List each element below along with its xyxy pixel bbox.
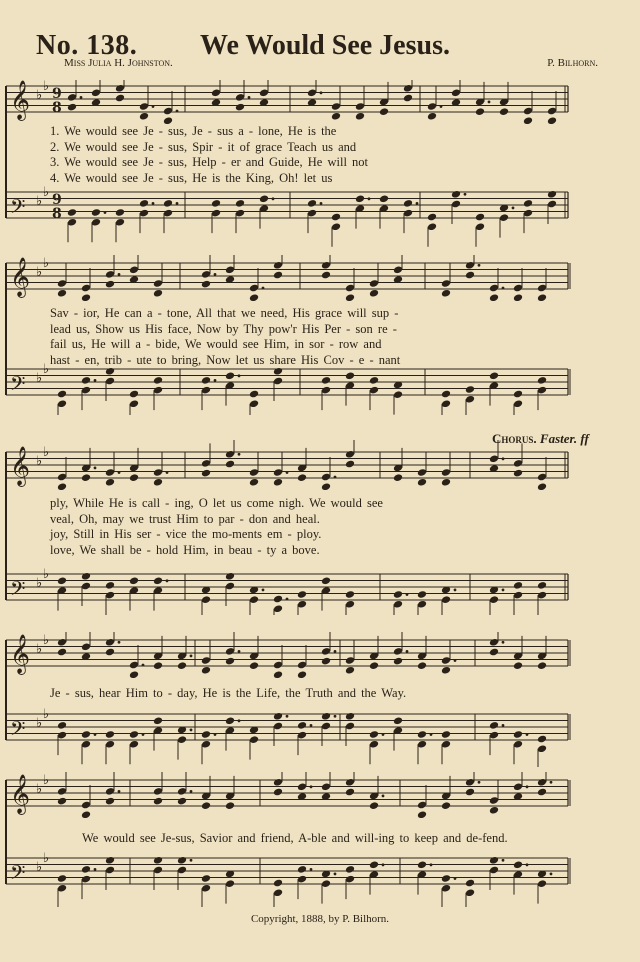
svg-text:♭: ♭	[36, 782, 43, 797]
svg-text:8: 8	[52, 100, 62, 116]
svg-text:♭: ♭	[36, 860, 43, 875]
lyric-line: Sav - ior, He can a - tone, All that we need, His grace will sup -	[50, 306, 399, 320]
svg-text:𝄞: 𝄞	[10, 446, 31, 486]
lyric-line: ply, While He is call - ing, O let us come nigh. We would see	[50, 496, 383, 510]
lyric-line: 2. We would see Je - sus, Spir - it of grace Teach us and	[50, 139, 357, 154]
svg-text:♭: ♭	[36, 716, 43, 731]
lyric-line: 3. We would see Je - sus, Help - er and Guide, He will not	[50, 155, 369, 169]
svg-text:𝄢: 𝄢	[10, 717, 26, 745]
lyric-line: Je - sus, hear Him to - day, He is the Life, the Truth and the Way.	[50, 686, 407, 700]
copyright-notice: Copyright, 1888, by P. Bilhorn.	[250, 913, 390, 925]
svg-text:𝄞: 𝄞	[10, 257, 31, 297]
lyric-line: love, We shall be - hold Him, in beau - ty a bove.	[50, 542, 320, 557]
lyric-line: 1. We would see Je - sus, Je - sus a - lone, He is the	[50, 124, 337, 138]
svg-text:𝄢: 𝄢	[10, 577, 26, 605]
svg-text:𝄢: 𝄢	[10, 195, 26, 223]
svg-text:9: 9	[52, 86, 62, 102]
lyric-line: joy, Still in His ser - vice the mo-ments em - ploy.	[50, 527, 322, 541]
svg-text:♭: ♭	[43, 361, 50, 377]
svg-text:♭: ♭	[36, 371, 43, 386]
lyric-line: hast - en, trib - ute to bring, Now let us share His Cov - e - nant	[50, 352, 401, 367]
lyric-line: fail us, He will a - bide, We would see Him, in sor - row and	[50, 337, 382, 351]
lyric-line: We would see Je-sus, Savior and friend, A-ble and will-ing to keep and de-fend.	[82, 831, 508, 845]
lyrics-system-2	[50, 306, 570, 368]
svg-text:𝄞: 𝄞	[10, 774, 31, 814]
svg-text:𝄞: 𝄞	[10, 634, 31, 674]
lyric-line: veal, Oh, may we trust Him to par - don and heal.	[50, 511, 320, 526]
lyrics-system-1	[50, 124, 570, 186]
svg-text:9: 9	[52, 192, 62, 208]
svg-text:♭: ♭	[43, 80, 50, 94]
svg-text:♭: ♭	[43, 444, 50, 460]
svg-text:♭: ♭	[36, 88, 43, 103]
svg-text:♭: ♭	[43, 566, 50, 582]
svg-text:♭: ♭	[43, 850, 50, 866]
svg-text:♭: ♭	[36, 642, 43, 657]
svg-text:♭: ♭	[43, 772, 50, 788]
author-credit: Miss Julia H. Johnston.	[64, 57, 173, 69]
svg-text:♭: ♭	[43, 255, 50, 271]
svg-text:𝄢: 𝄢	[10, 372, 26, 400]
svg-text:♭: ♭	[36, 265, 43, 280]
svg-text:♭: ♭	[43, 184, 50, 200]
hymn-title: We Would See Jesus.	[200, 30, 450, 61]
hymn-number: No. 138.	[36, 30, 138, 61]
svg-text:♭: ♭	[36, 576, 43, 591]
svg-text:♭: ♭	[36, 194, 43, 209]
chorus-label: Chorus.	[492, 431, 537, 446]
svg-text:♭: ♭	[43, 706, 50, 722]
svg-text:♭: ♭	[36, 454, 43, 469]
lyrics-system-5	[82, 831, 602, 847]
svg-text:8: 8	[52, 206, 62, 222]
lyric-line: 4. We would see Je - sus, He is the King, Oh! let us	[50, 170, 333, 185]
lyric-line: lead us, Show us His face, Now by Thy pow'r His Per - son re -	[50, 321, 397, 336]
svg-text:𝄞: 𝄞	[10, 80, 31, 120]
lyrics-system-4	[50, 686, 570, 702]
composer-credit: P. Bilhorn.	[547, 57, 598, 69]
lyrics-system-3	[50, 496, 570, 558]
tempo-marking: Faster. ff	[539, 431, 589, 446]
svg-text:♭: ♭	[43, 632, 50, 648]
svg-text:𝄢: 𝄢	[10, 861, 26, 889]
